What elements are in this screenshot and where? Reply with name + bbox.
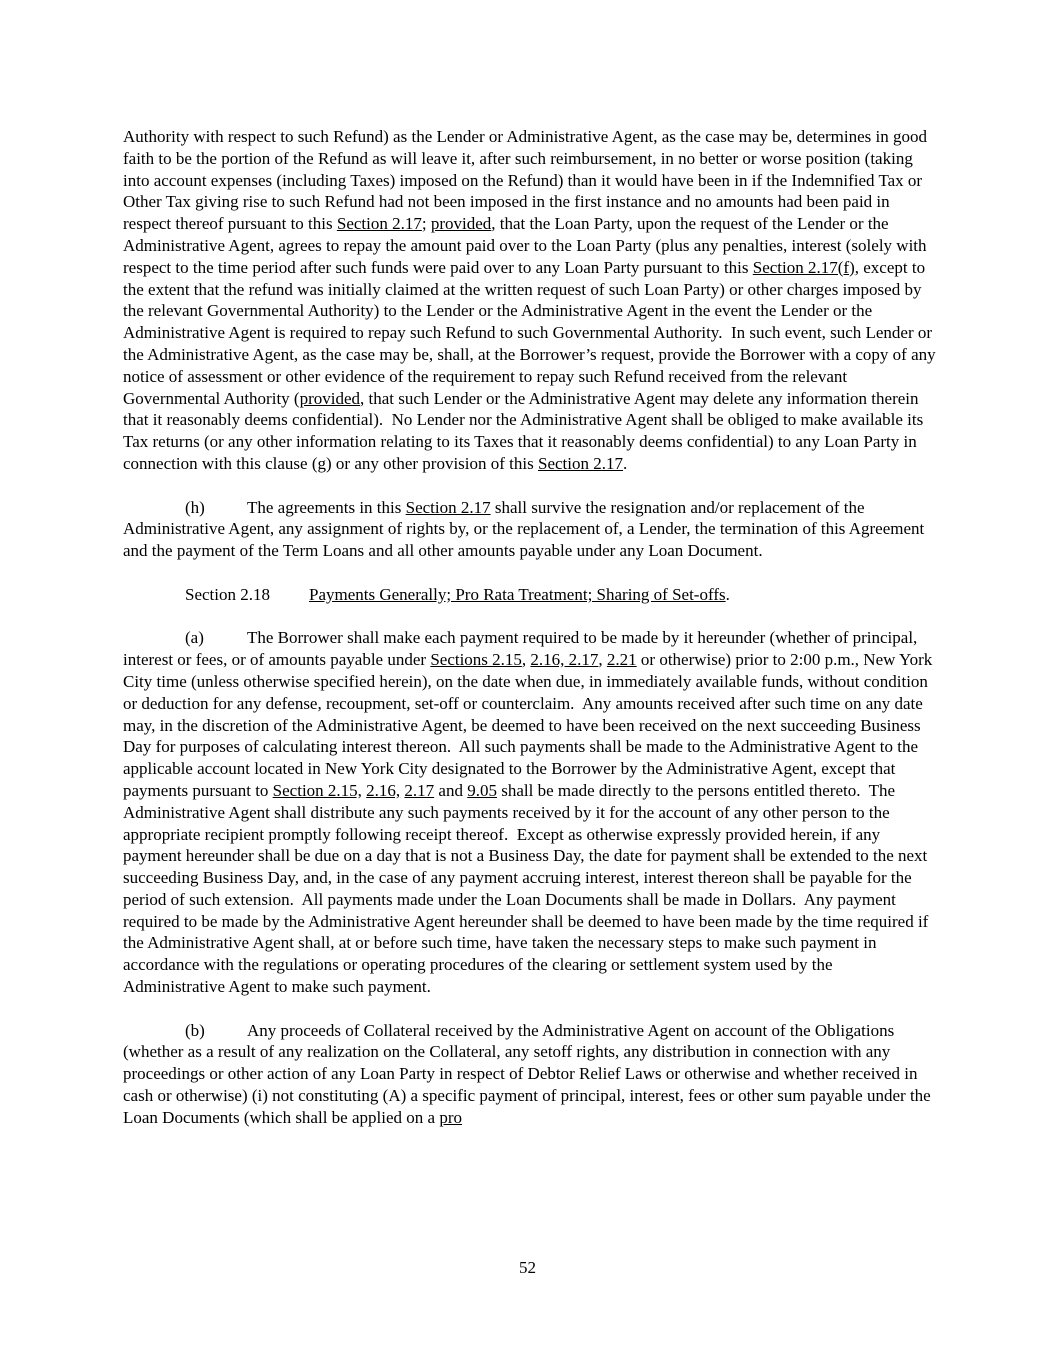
heading-section-2-18: [123, 584, 937, 606]
text-run: .: [623, 453, 628, 473]
underlined-run: Sections 2.15: [430, 650, 522, 670]
underlined-run: Section 2.17: [405, 497, 491, 517]
underlined-run: pro: [439, 1107, 462, 1127]
paragraph-b-label: (b): [185, 1020, 205, 1040]
paragraph-h-label: (h): [185, 497, 205, 517]
underlined-run: 2.21: [606, 650, 637, 670]
text-run: or otherwise) prior to 2:00 p.m., New York City time (unless otherwise specified herein), on the date when due, in immediately available funds, without condition or deduction for any defense, recoupment, set-off or counterclaim. Any amounts received after such time on any date may, in the discretion of the Administrative Agent, be deemed to have been received on the next succeeding Business Day for purposes of calculating interest thereon. All such payments shall be made to the Administrative Agent to the applicable account located in New York City designated to the Borrower by the Administrative Agent, except that payments pursuant to: [123, 650, 937, 800]
text-run: ,: [521, 650, 531, 670]
text-run: The Borrower shall make each payment required to be made by it hereunder (whether of principal, interest or fees, or of amounts payable under: [123, 628, 922, 670]
text-run: The agreements in this: [247, 497, 406, 517]
text-run: Any proceeds of Collateral received by the Administrative Agent on account of the Obligations (whether as a result of any realization on the Collateral, any setoff rights, any distribution in connection with any proceedings or other action of any Loan Party in respect of Debtor Relief Laws or otherwise and whether received in cash or otherwise) (i) not constituting (A) a specific payment of principal, interest, fees or other sum payable under the Loan Documents (which shall be applied on a: [123, 1020, 935, 1127]
paragraph-b: [123, 1020, 937, 1129]
underlined-run: 2.16,: [366, 780, 401, 800]
underlined-run: Section 2.17: [538, 453, 623, 473]
text-run: Authority with respect to such Refund) as the Lender or Administrative Agent, as the case may be, determines in good faith to be the portion of the Refund as will leave it, after such reimbursement, in no better or worse position (taking into account expenses (including Taxes) imposed on the Refund) than it would have been in if the Indemnified Tax or Other Tax giving rise to such Refund had not been imposed in the first instance and no amounts had been paid in respect thereof pursuant to this: [123, 127, 932, 234]
paragraph-refund-continuation: [123, 126, 940, 475]
underlined-run: Section 2.15,: [272, 780, 362, 800]
underlined-run: provided: [430, 214, 492, 234]
paragraph-h: [123, 497, 937, 562]
underlined-run: 9.05: [467, 780, 497, 800]
text-run: , that the Loan Party, upon the request of the Lender or the Administrative Agent, agrees to repay the amount paid over to the Loan Party (plus any penalties, interest (solely with respect to the time period after such funds were paid over to any Loan Party pursuant to this: [123, 214, 931, 277]
paragraph-a-label: (a): [185, 628, 204, 648]
page-number: 52: [519, 1258, 536, 1277]
underlined-run: 2.16, 2.17: [530, 650, 599, 670]
underlined-run: 2.17: [404, 780, 435, 800]
underlined-run: provided: [299, 388, 361, 408]
text-run: ;: [421, 214, 431, 234]
text-run: and: [434, 780, 468, 800]
document-body: [123, 126, 940, 1150]
text-run: ,: [598, 650, 607, 670]
heading-section-2-18-label: Section 2.18: [185, 584, 270, 604]
paragraph-a: [123, 627, 937, 998]
text-run: shall be made directly to the persons entitled thereto. The Administrative Agent shall distribute any such payments received by it for the account of any other person to the appropriate recipient promptly following receipt thereof. Except as otherwise expressly provided herein, if any payment hereunder shall be due on a day that is not a Business Day, the date for payment shall be extended to the next succeeding Business Day, and, in the case of any payment accruing interest, interest thereon shall be payable for the period of such extension. All payments made under the Loan Documents shall be made in Dollars. Any payment required to be made by the Administrative Agent hereunder shall be deemed to have been made by the time required if the Administrative Agent shall, at or before such time, have taken the necessary steps to make such payment in accordance with the regulations or operating procedures of the clearing or settlement system used by the Administrative Agent to make such payment.: [123, 780, 933, 997]
text-run: , that such Lender or the Administrative Agent may delete any information therein that it reasonably deems confidential). No Lender nor the Administrative Agent shall be obliged to make available its Tax returns (or any other information relating to its Taxes that it reasonably deems confidential) to any Loan Party in connection with this clause (g) or any other provision of this: [123, 388, 928, 473]
underlined-run: Payments Generally; Pro Rata Treatment; Sharing of Set-offs: [309, 584, 726, 604]
underlined-run: Section 2.17: [336, 214, 422, 234]
underlined-run: Section 2.17(f): [752, 257, 855, 277]
text-run: shall survive the resignation and/or replacement of the Administrative Agent, any assignment of rights by, or the replacement of, a Lender, the termination of this Agreement and the payment of the Term Loans and all other amounts payable under any Loan Document.: [123, 497, 929, 561]
text-run: .: [725, 584, 730, 604]
text-run: , except to the extent that the refund was initially claimed at the written request of such Loan Party) or other charges imposed by the relevant Governmental Authority) to the Lender or the Administrative Agent in the event the Lender or the Administrative Agent is required to repay such Refund to such Governmental Authority. In such event, such Lender or the Administrative Agent, as the case may be, shall, at the Borrower’s request, provide the Borrower with a copy of any notice of assessment or other evidence of the requirement to repay such Refund received from the relevant Governmental Authority (: [123, 257, 940, 408]
